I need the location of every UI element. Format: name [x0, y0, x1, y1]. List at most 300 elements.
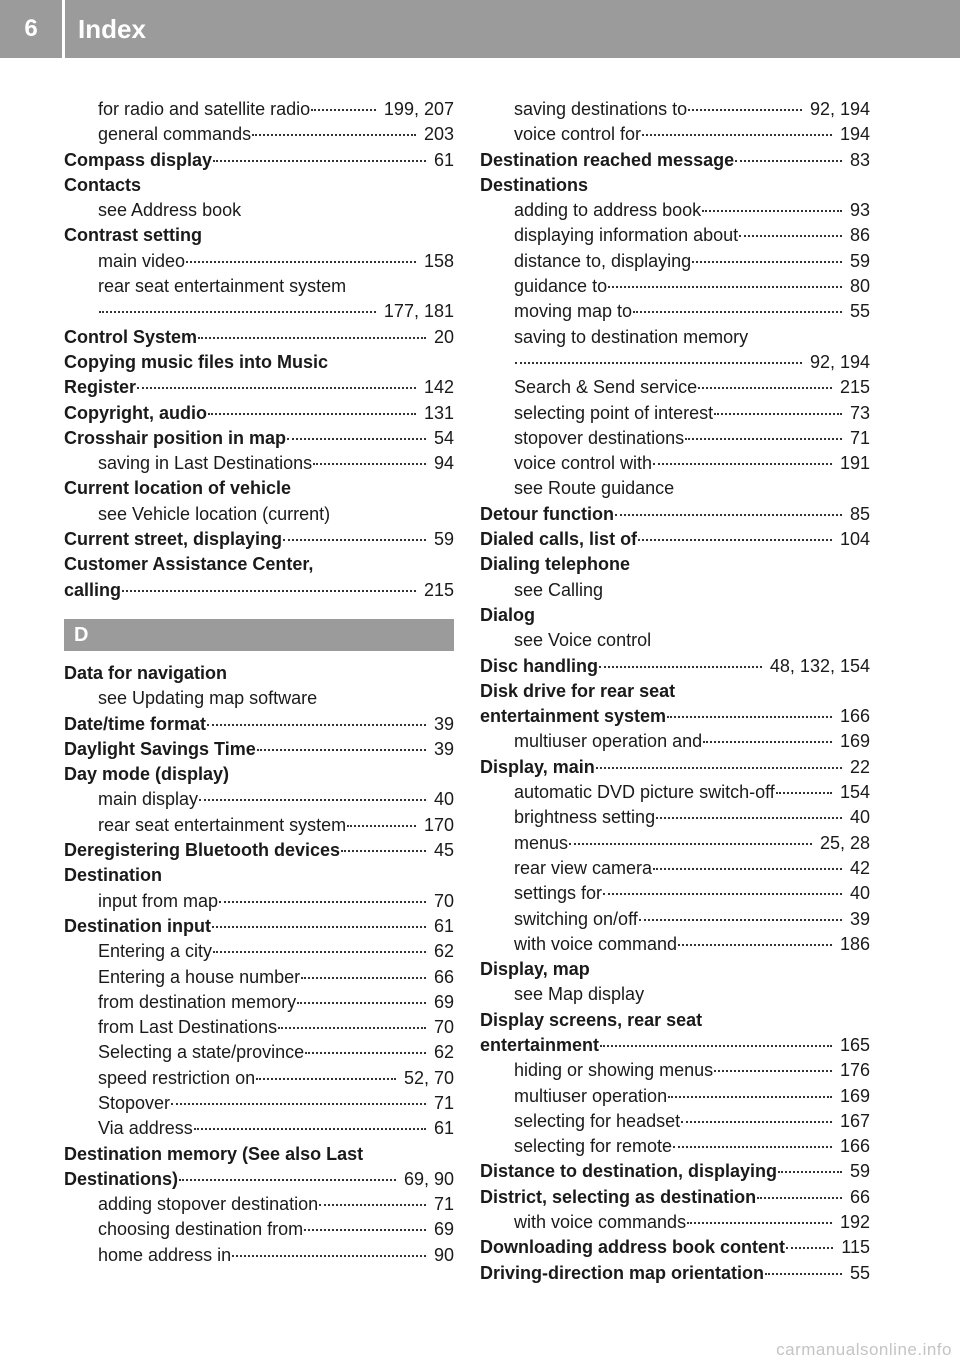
- entry-term: for radio and satellite radio: [98, 99, 311, 119]
- index-main-entry: [480, 603, 870, 628]
- page-reference: 54: [433, 427, 454, 448]
- leader-dots: [776, 792, 832, 794]
- page-reference: 40: [849, 883, 870, 904]
- entry-term: voice control with: [514, 453, 653, 474]
- leader-dots: [692, 261, 842, 263]
- page-reference: 177, 181: [383, 301, 454, 322]
- entry-term: Driving-direction map orientation: [480, 1262, 765, 1283]
- index-sub-entry: [64, 451, 454, 476]
- entry-term: Compass display: [64, 149, 213, 170]
- entry-term: Copyright, audio: [64, 402, 207, 423]
- index-main-entry: [480, 502, 870, 527]
- index-sub-entry: [64, 1066, 454, 1091]
- index-sub-entry: [64, 299, 454, 324]
- entry-term: Deregistering Bluetooth devices: [64, 840, 341, 861]
- leader-dots: [608, 286, 842, 288]
- entry-term: Display, main: [480, 756, 595, 777]
- entry-term: stopover destinations: [514, 427, 685, 448]
- leader-dots: [681, 1121, 832, 1123]
- page-reference: 40: [433, 789, 454, 810]
- leader-dots: [653, 463, 832, 465]
- page-reference: 39: [433, 738, 454, 759]
- entry-term: selecting for remote: [514, 1136, 673, 1157]
- index-sub-entry: [480, 476, 870, 501]
- leader-dots: [765, 1273, 842, 1275]
- leader-dots: [232, 1255, 426, 1257]
- entry-term: main display: [98, 789, 199, 810]
- index-main-entry: [480, 654, 870, 679]
- index-sub-entry: [64, 813, 454, 838]
- entry-term: saving destinations to: [514, 99, 688, 119]
- index-sub-entry: [480, 1084, 870, 1109]
- page-reference: 52, 70: [403, 1067, 454, 1088]
- page-reference: 192: [839, 1212, 870, 1233]
- page-reference: 71: [849, 427, 870, 448]
- entry-term: with voice commands: [514, 1212, 687, 1233]
- leader-dots: [137, 387, 416, 389]
- page-reference: 131: [423, 402, 454, 423]
- page-reference: 66: [849, 1186, 870, 1207]
- entry-term: Dialed calls, list of: [480, 529, 638, 550]
- entry-term: entertainment: [480, 1034, 600, 1055]
- page-reference: 59: [433, 529, 454, 550]
- leader-dots: [207, 724, 426, 726]
- page-reference: 59: [849, 1161, 870, 1182]
- entry-term: choosing destination from: [98, 1219, 304, 1240]
- entry-term: Disk drive for rear seat: [480, 680, 676, 701]
- entry-term: adding to address book: [514, 200, 702, 221]
- page-reference: 42: [849, 857, 870, 878]
- leader-dots: [213, 951, 426, 953]
- entry-term: from Last Destinations: [98, 1017, 278, 1038]
- page-reference: 158: [423, 250, 454, 271]
- index-main-entry: [64, 762, 454, 787]
- index-main-entry: [64, 914, 454, 939]
- index-main-entry: [480, 679, 870, 704]
- entry-term: menus: [514, 832, 569, 853]
- entry-term: Destinations: [480, 174, 589, 195]
- page-reference: 86: [849, 225, 870, 246]
- index-sub-entry: [64, 1040, 454, 1065]
- leader-dots: [714, 1070, 832, 1072]
- page-reference: 22: [849, 756, 870, 777]
- entry-term: settings for: [514, 883, 603, 904]
- page-reference: 61: [433, 1118, 454, 1139]
- leader-dots: [599, 666, 762, 668]
- section-header: D: [64, 619, 454, 651]
- entry-term: guidance to: [514, 276, 608, 297]
- page-reference: 39: [433, 713, 454, 734]
- leader-dots: [186, 261, 416, 263]
- page-title: Index: [78, 14, 146, 44]
- entry-term: Day mode (display): [64, 764, 230, 785]
- header-divider: [62, 0, 65, 58]
- page-reference: 176: [839, 1060, 870, 1081]
- index-main-entry: [64, 863, 454, 888]
- index-sub-entry: [64, 990, 454, 1015]
- leader-dots: [685, 438, 842, 440]
- leader-dots: [208, 413, 416, 415]
- entry-term: switching on/off: [514, 908, 638, 929]
- index-sub-entry: [64, 274, 454, 299]
- index-main-entry: [64, 1142, 454, 1167]
- page-header: [0, 0, 960, 58]
- entry-term: Contacts: [64, 174, 142, 195]
- leader-dots: [304, 1229, 426, 1231]
- leader-dots: [122, 590, 416, 592]
- leader-dots: [698, 387, 832, 389]
- leader-dots: [703, 741, 832, 743]
- page-reference: 61: [433, 149, 454, 170]
- page-reference: 104: [839, 529, 870, 550]
- entry-term: distance to, displaying: [514, 250, 692, 271]
- index-main-entry: [64, 552, 454, 577]
- index-sub-entry: [64, 1015, 454, 1040]
- page-reference: 94: [433, 453, 454, 474]
- index-sub-entry: [480, 299, 870, 324]
- leader-dots: [99, 311, 376, 313]
- leader-dots: [642, 134, 832, 136]
- index-sub-entry: [480, 223, 870, 248]
- index-main-entry: [64, 712, 454, 737]
- entry-term: saving to destination memory: [514, 326, 749, 347]
- page-reference: 186: [839, 933, 870, 954]
- page-reference: 203: [423, 124, 454, 145]
- index-main-entry: [480, 755, 870, 780]
- index-sub-entry: [480, 729, 870, 754]
- entry-term: Destination memory (See also Last: [64, 1143, 364, 1164]
- leader-dots: [198, 337, 426, 339]
- leader-dots: [257, 749, 426, 751]
- index-main-entry: [64, 350, 454, 375]
- page-reference: 194: [839, 124, 870, 145]
- leader-dots: [668, 1096, 832, 1098]
- entry-term: see Map display: [514, 984, 645, 1005]
- leader-dots: [311, 109, 376, 111]
- page-reference: 71: [433, 1092, 454, 1113]
- leader-dots: [687, 1222, 832, 1224]
- entry-term: see Vehicle location (current): [98, 503, 331, 524]
- leader-dots: [252, 134, 416, 136]
- page-reference: 165: [839, 1034, 870, 1055]
- index-sub-entry: [480, 198, 870, 223]
- index-sub-entry: [480, 375, 870, 400]
- page-reference: 48, 132, 154: [769, 655, 870, 676]
- entry-term: see Route guidance: [514, 478, 675, 499]
- entry-term: speed restriction on: [98, 1067, 256, 1088]
- page-reference: 20: [433, 326, 454, 347]
- index-sub-entry: [480, 426, 870, 451]
- page-reference: 154: [839, 782, 870, 803]
- leader-dots: [667, 716, 832, 718]
- index-sub-entry: [480, 97, 870, 122]
- index-main-entry: [480, 1235, 870, 1260]
- leader-dots: [515, 362, 802, 364]
- page-reference: 59: [849, 250, 870, 271]
- leader-dots: [341, 850, 426, 852]
- entry-term: Display, map: [480, 959, 590, 980]
- entry-term: Dialog: [480, 604, 536, 625]
- index-sub-entry: [64, 1243, 454, 1268]
- entry-term: Destinations): [64, 1168, 179, 1189]
- index-sub-entry: [480, 982, 870, 1007]
- entry-term: Search & Send service: [514, 377, 698, 398]
- index-main-entry: [480, 173, 870, 198]
- page-reference: 92, 194: [809, 99, 870, 119]
- index-main-entry: [64, 375, 454, 400]
- page-reference: 90: [433, 1244, 454, 1265]
- index-sub-entry: [480, 856, 870, 881]
- entry-term: hiding or showing menus: [514, 1060, 714, 1081]
- leader-dots: [313, 463, 426, 465]
- leader-dots: [219, 901, 426, 903]
- entry-term: voice control for: [514, 124, 642, 145]
- entry-term: Distance to destination, displaying: [480, 1161, 778, 1182]
- page-reference: 40: [849, 807, 870, 828]
- page-reference: 166: [839, 706, 870, 727]
- leader-dots: [615, 514, 842, 516]
- entry-term: Detour function: [480, 503, 614, 524]
- leader-dots: [603, 893, 842, 895]
- page-reference: 215: [423, 579, 454, 600]
- index-sub-entry: [480, 401, 870, 426]
- page-reference: 83: [849, 149, 870, 170]
- index-sub-entry: [64, 686, 454, 711]
- leader-dots: [735, 160, 842, 162]
- index-sub-entry: [480, 831, 870, 856]
- index-main-entry: [64, 426, 454, 451]
- leader-dots: [347, 825, 416, 827]
- entry-term: displaying information about: [514, 225, 739, 246]
- index-sub-entry: [64, 1091, 454, 1116]
- index-main-entry: [64, 1167, 454, 1192]
- page-reference: 62: [433, 941, 454, 962]
- index-sub-entry: [64, 965, 454, 990]
- index-column-left: [64, 97, 454, 1268]
- index-sub-entry: [480, 780, 870, 805]
- entry-term: input from map: [98, 890, 219, 911]
- entry-term: Register: [64, 377, 137, 398]
- index-sub-entry: [480, 578, 870, 603]
- page-reference: 69, 90: [403, 1168, 454, 1189]
- page-reference: 66: [433, 966, 454, 987]
- page-reference: 69: [433, 991, 454, 1012]
- index-main-entry: [480, 957, 870, 982]
- page-reference: 169: [839, 1085, 870, 1106]
- leader-dots: [786, 1247, 833, 1249]
- leader-dots: [305, 1052, 426, 1054]
- entry-term: automatic DVD picture switch-off: [514, 782, 775, 803]
- entry-term: main video: [98, 250, 186, 271]
- leader-dots: [653, 868, 842, 870]
- index-sub-entry: [64, 889, 454, 914]
- leader-dots: [278, 1027, 426, 1029]
- index-sub-entry: [480, 907, 870, 932]
- page-reference: 142: [423, 377, 454, 398]
- leader-dots: [213, 160, 426, 162]
- leader-dots: [714, 413, 842, 415]
- index-main-entry: [64, 223, 454, 248]
- page-reference: 55: [849, 301, 870, 322]
- leader-dots: [179, 1179, 396, 1181]
- index-main-entry: [480, 1008, 870, 1033]
- index-main-entry: [480, 148, 870, 173]
- index-sub-entry: [64, 97, 454, 122]
- entry-term: Current location of vehicle: [64, 478, 292, 499]
- entry-term: rear seat entertainment system: [98, 814, 347, 835]
- page-reference: 167: [839, 1110, 870, 1131]
- page-reference: 93: [849, 200, 870, 221]
- entry-term: Destination reached message: [480, 149, 735, 170]
- index-main-entry: [64, 325, 454, 350]
- page-reference: 71: [433, 1194, 454, 1215]
- page-reference: 70: [433, 1017, 454, 1038]
- entry-term: Crosshair position in map: [64, 427, 287, 448]
- leader-dots: [673, 1146, 832, 1148]
- index-sub-entry: [64, 1116, 454, 1141]
- index-sub-entry: [64, 1217, 454, 1242]
- index-sub-entry: [64, 198, 454, 223]
- entry-term: Display screens, rear seat: [480, 1009, 703, 1030]
- entry-term: rear view camera: [514, 857, 653, 878]
- entry-term: District, selecting as destination: [480, 1186, 757, 1207]
- entry-term: saving in Last Destinations: [98, 453, 313, 474]
- entry-term: calling: [64, 579, 122, 600]
- index-main-entry: [64, 527, 454, 552]
- entry-term: multiuser operation and: [514, 731, 703, 752]
- index-sub-entry: [64, 122, 454, 147]
- page-reference: 215: [839, 377, 870, 398]
- entry-term: see Voice control: [514, 630, 652, 651]
- leader-dots: [256, 1078, 396, 1080]
- page-reference: 55: [849, 1262, 870, 1283]
- leader-dots: [297, 1002, 426, 1004]
- entry-term: Stopover: [98, 1092, 171, 1113]
- index-sub-entry: [480, 451, 870, 476]
- page-reference: 80: [849, 276, 870, 297]
- page-reference: 62: [433, 1042, 454, 1063]
- entry-term: Control System: [64, 326, 198, 347]
- index-main-entry: [480, 1159, 870, 1184]
- page-reference: 199, 207: [383, 99, 454, 119]
- entry-term: Copying music files into Music: [64, 351, 329, 372]
- leader-dots: [678, 944, 832, 946]
- entry-term: Customer Assistance Center,: [64, 554, 314, 575]
- entry-term: Disc handling: [480, 655, 599, 676]
- entry-term: Via address: [98, 1118, 193, 1139]
- page-reference: 73: [849, 402, 870, 423]
- index-sub-entry: [64, 939, 454, 964]
- entry-term: see Calling: [514, 579, 604, 600]
- leader-dots: [569, 843, 812, 845]
- page-reference: 69: [433, 1219, 454, 1240]
- entry-term: brightness setting: [514, 807, 656, 828]
- entry-term: see Updating map software: [98, 688, 318, 709]
- leader-dots: [212, 926, 426, 928]
- entry-term: multiuser operation: [514, 1085, 668, 1106]
- entry-term: see Address book: [98, 200, 242, 221]
- leader-dots: [633, 311, 842, 313]
- leader-dots: [596, 767, 842, 769]
- page-reference: 92, 194: [809, 351, 870, 372]
- index-main-entry: [480, 1033, 870, 1058]
- index-sub-entry: [64, 249, 454, 274]
- leader-dots: [757, 1197, 842, 1199]
- entry-term: Date/time format: [64, 713, 207, 734]
- page-reference: 39: [849, 908, 870, 929]
- leader-dots: [301, 977, 426, 979]
- entry-term: Selecting a state/province: [98, 1042, 305, 1063]
- leader-dots: [283, 539, 426, 541]
- index-sub-entry: [480, 350, 870, 375]
- entry-term: Data for navigation: [64, 662, 228, 683]
- leader-dots: [319, 1204, 426, 1206]
- index-main-entry: [64, 148, 454, 173]
- entry-term: from destination memory: [98, 991, 297, 1012]
- entry-term: entertainment system: [480, 706, 667, 727]
- entry-term: Downloading address book content: [480, 1237, 786, 1258]
- page-reference: 61: [433, 915, 454, 936]
- index-main-entry: [480, 704, 870, 729]
- page-reference: 170: [423, 814, 454, 835]
- leader-dots: [688, 109, 802, 111]
- entry-term: Daylight Savings Time: [64, 738, 256, 759]
- index-main-entry: [480, 527, 870, 552]
- index-sub-entry: [480, 325, 870, 350]
- leader-dots: [739, 235, 842, 237]
- page-reference: 166: [839, 1136, 870, 1157]
- index-sub-entry: [480, 628, 870, 653]
- page-reference: 85: [849, 503, 870, 524]
- leader-dots: [656, 817, 842, 819]
- index-main-entry: [64, 661, 454, 686]
- entry-term: selecting for headset: [514, 1110, 681, 1131]
- index-sub-entry: [480, 1134, 870, 1159]
- page-reference: 115: [841, 1237, 870, 1258]
- index-sub-entry: [480, 274, 870, 299]
- entry-term: Current street, displaying: [64, 529, 283, 550]
- index-sub-entry: [480, 1109, 870, 1134]
- page-number: 6: [24, 15, 38, 42]
- index-main-entry: [64, 838, 454, 863]
- page-reference: 45: [433, 840, 454, 861]
- entry-term: Entering a house number: [98, 966, 301, 987]
- index-sub-entry: [480, 122, 870, 147]
- page-reference: 169: [839, 731, 870, 752]
- entry-term: rear seat entertainment system: [98, 276, 347, 297]
- page-reference: 191: [839, 453, 870, 474]
- watermark: carmanualsonline.info: [776, 1340, 952, 1359]
- index-sub-entry: [480, 1058, 870, 1083]
- leader-dots: [199, 799, 426, 801]
- entry-term: moving map to: [514, 301, 633, 322]
- index-main-entry: [64, 173, 454, 198]
- index-main-entry: [64, 476, 454, 501]
- index-sub-entry: [480, 805, 870, 830]
- leader-dots: [287, 438, 426, 440]
- index-main-entry: [480, 552, 870, 577]
- entry-term: Destination input: [64, 915, 211, 936]
- leader-dots: [194, 1128, 426, 1130]
- leader-dots: [778, 1171, 842, 1173]
- page-reference: 70: [433, 890, 454, 911]
- index-main-entry: [480, 1261, 870, 1286]
- index-sub-entry: [480, 932, 870, 957]
- index-main-entry: [64, 401, 454, 426]
- index-sub-entry: [64, 502, 454, 527]
- index-main-entry: [480, 1185, 870, 1210]
- entry-term: adding stopover destination: [98, 1194, 319, 1215]
